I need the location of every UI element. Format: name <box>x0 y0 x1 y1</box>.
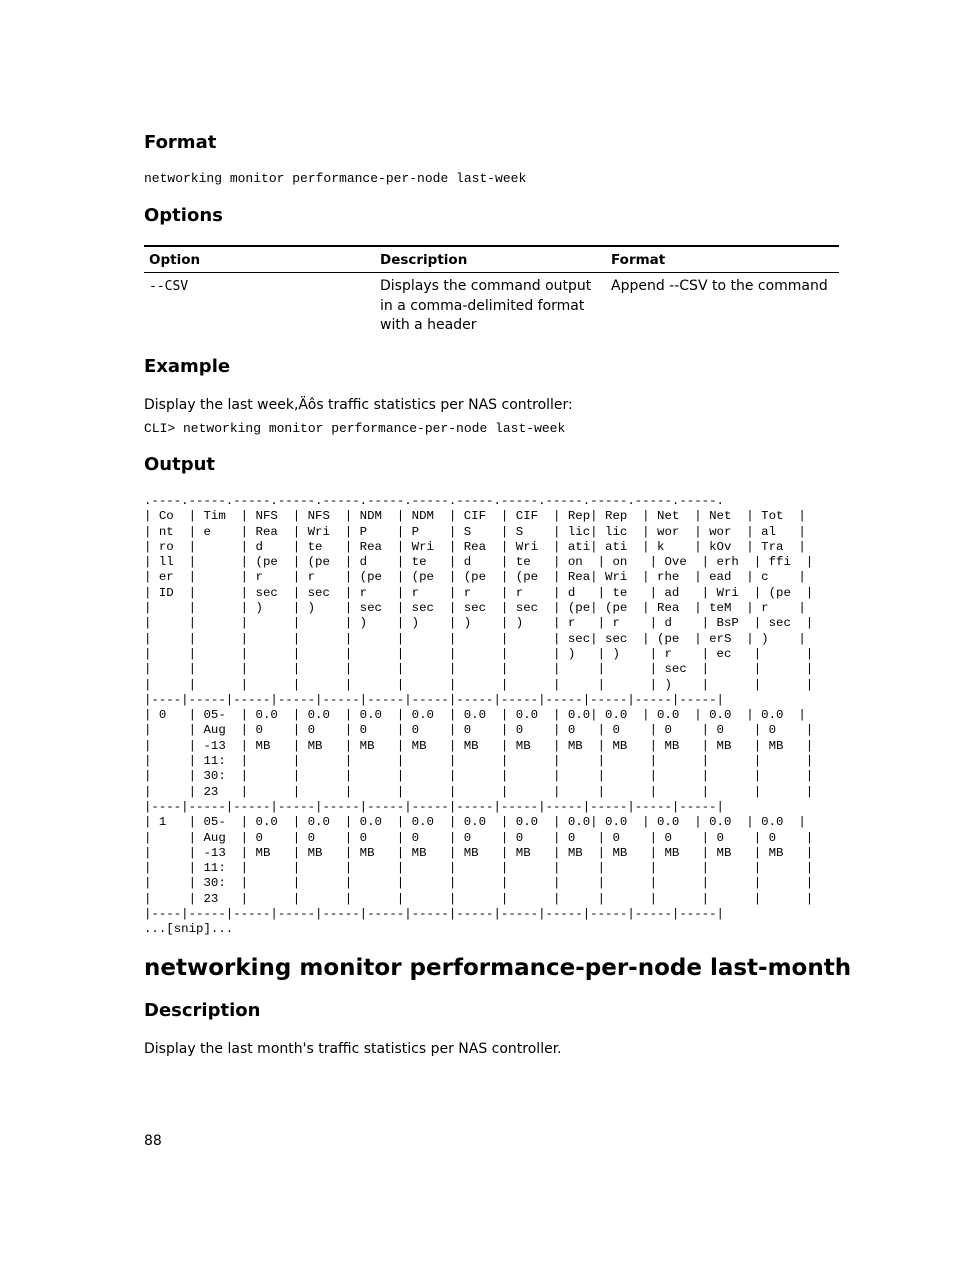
output-heading: Output <box>144 454 216 475</box>
example-heading: Example <box>144 356 231 377</box>
options-table-header-row <box>144 246 839 273</box>
example-text: Display the last week,Äôs traffic statistics per NAS controller: <box>144 397 573 413</box>
options-col-format: Format <box>606 246 839 273</box>
description-heading: Description <box>144 1000 261 1021</box>
page-number: 88 <box>144 1133 162 1149</box>
description-text: Display the last month's traffic statistics per NAS controller. <box>144 1041 562 1057</box>
options-col-option: Option <box>144 246 375 273</box>
table-row <box>144 273 839 340</box>
option-cell: --CSV <box>149 279 189 294</box>
options-heading: Options <box>144 205 223 226</box>
options-table <box>144 245 839 340</box>
format-command: networking monitor performance-per-node last-week <box>144 171 527 186</box>
format-cell: Append --CSV to the command <box>611 278 828 294</box>
options-col-description: Description <box>375 246 606 273</box>
format-heading: Format <box>144 132 217 153</box>
output-block: .----.-----.-----.-----.-----.-----.-----.-----.-----.-----.-----.-----.-----. | Co | Tim | NFS | NFS | NDM | NDM | CIF | CIF | Rep| Rep | Net | Net | Tot | | nt | e | Rea | Wri | P | P | S | S | lic| lic | wor | wor | al | | ro | | d | te | Rea | Wri | Rea | Wri | ati| ati | k | kOv | Tra | | ll | | (pe | (pe | d | te | d | te | on | on | Ove | erh | ffi | | er | | r | r | (pe | (pe | (pe | (pe | Rea| Wri | rhe | ead | c | | ID | | sec | sec | r | r | r | r | d | te | ad | Wri | (pe | | | | ) | ) | sec | sec | sec | sec | (pe| (pe | Rea | teM | r | | | | | | ) | ) | ) | ) | r | r | d | BsP | sec | | | | | | | | | | sec| sec | (pe | erS | ) | | | | | | | | | | ) | ) | r | ec | | | | | | | | | | | | | sec | | | | | | | | | | | | | | ) | | | |----|-----|-----|-----|-----|-----|-----|-----|-----|-----|-----|-----|-----| | 0 | 05- | 0.0 | 0.0 | 0.0 | 0.0 | 0.0 | 0.0 | 0.0| 0.0 | 0.0 | 0.0 | 0.0 | | | Aug | 0 | 0 | 0 | 0 | 0 | 0 | 0 | 0 | 0 | 0 | 0 | | | -13 | MB | MB | MB | MB | MB | MB | MB | MB | MB | MB | MB | | | 11: | | | | | | | | | | | | | | 30: | | | | | | | | | | | | | | 23 | | | | | | | | | | | | |----|-----|-----|-----|-----|-----|-----|-----|-----|-----|-----|-----|-----| | 1 | 05- | 0.0 | 0.0 | 0.0 | 0.0 | 0.0 | 0.0 | 0.0| 0.0 | 0.0 | 0.0 | 0.0 | | | Aug | 0 | 0 | 0 | 0 | 0 | 0 | 0 | 0 | 0 | 0 | 0 | | | -13 | MB | MB | MB | MB | MB | MB | MB | MB | MB | MB | MB | | | 11: | | | | | | | | | | | | | | 30: | | | | | | | | | | | | | | 23 | | | | | | | | | | | | |----|-----|-----|-----|-----|-----|-----|-----|-----|-----|-----|-----|-----| ...[snip]... <box>144 494 814 937</box>
example-command: CLI> networking monitor performance-per-node last-week <box>144 421 566 436</box>
section-title: networking monitor performance-per-node last-month <box>144 955 852 981</box>
description-cell: Displays the command output in a comma-delimited format with a header <box>380 278 592 333</box>
